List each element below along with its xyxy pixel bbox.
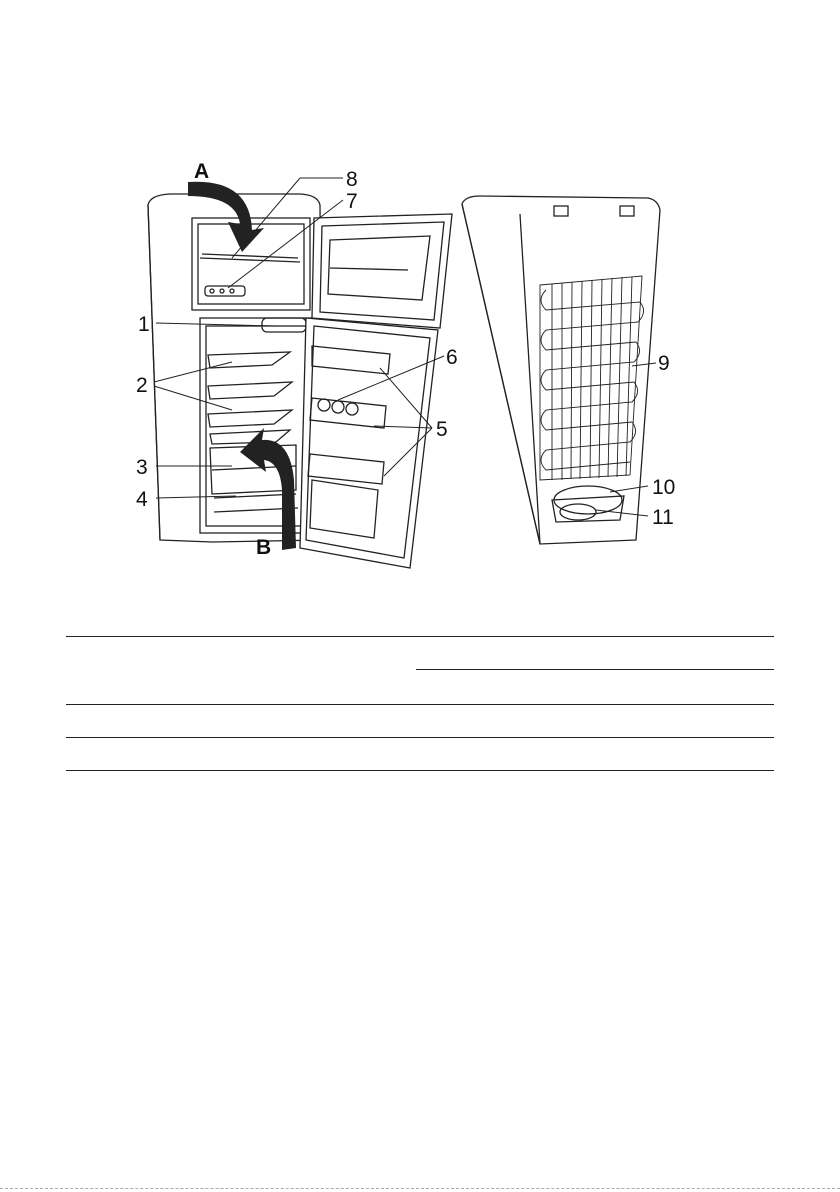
callout-11: 11 (652, 506, 674, 529)
callout-1: 1 (138, 313, 150, 336)
table-rule-bottom (66, 770, 774, 771)
callout-10: 10 (652, 476, 676, 499)
callout-3: 3 (136, 456, 148, 479)
callout-5: 5 (436, 418, 448, 441)
arrow-a-label: A (194, 160, 210, 183)
table-rule-sub (416, 669, 774, 670)
callout-6: 6 (446, 346, 458, 369)
front-fridge-illustration (148, 194, 452, 568)
callout-2: 2 (136, 374, 148, 397)
arrow-b-label: B (256, 536, 272, 559)
table-rule-mid-1 (66, 704, 774, 705)
table-rule-mid-2 (66, 737, 774, 738)
callout-9: 9 (658, 352, 670, 375)
callout-7: 7 (346, 190, 358, 213)
callout-8: 8 (346, 168, 358, 191)
table-rule-top (66, 636, 774, 637)
page-edge-dashes (0, 1188, 840, 1189)
rear-fridge-illustration (462, 196, 660, 544)
callout-4: 4 (136, 488, 148, 511)
